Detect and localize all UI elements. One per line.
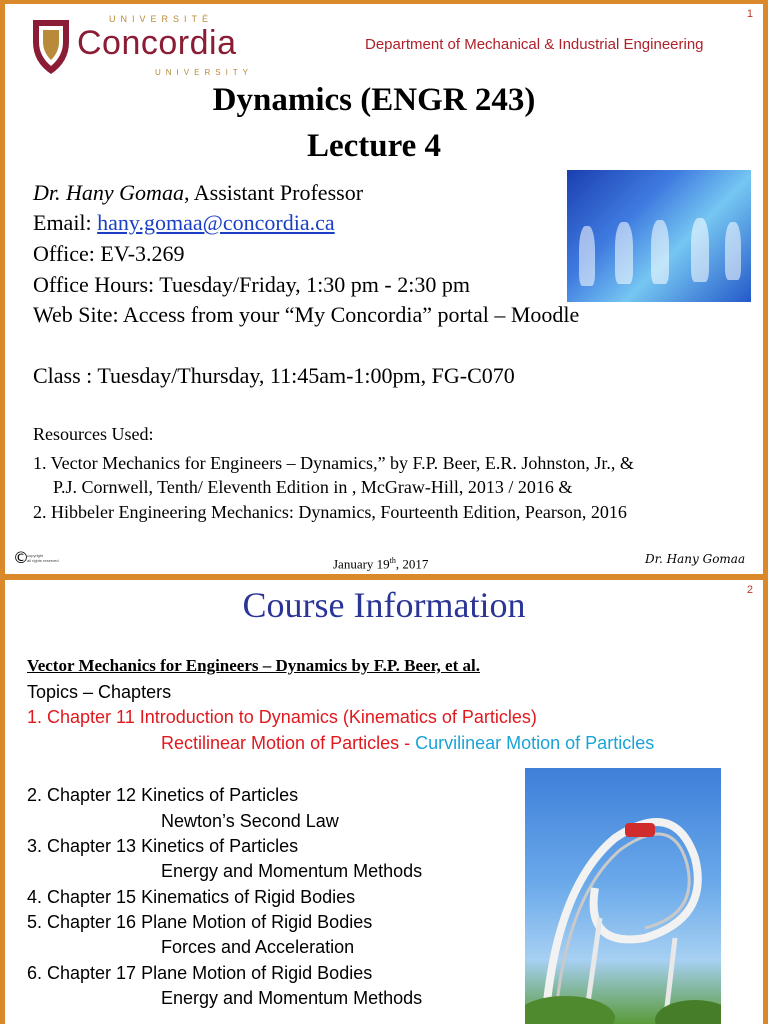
resource-item: P.J. Cornwell, Tenth/ Eleventh Edition in , McGraw-Hill, 2013 / 2016 & — [53, 477, 573, 497]
logo-wordmark: Concordia — [77, 24, 237, 62]
logo-top-text: UNIVERSITÉ — [109, 14, 214, 24]
resource-item: 1. Vector Mechanics for Engineers – Dynamics,” by F.P. Beer, E.R. Johnston, Jr., & — [33, 453, 634, 473]
logo-bottom-text: UNIVERSITY — [155, 68, 254, 77]
instructor-role: , Assistant Professor — [183, 180, 364, 205]
instructor-signature: Dr. Hany Gomaa — [645, 552, 746, 566]
copyright-icon: © — [13, 548, 29, 567]
department-name: Department of Mechanical & Industrial Engineering — [365, 36, 704, 53]
instructor-name: Dr. Hany Gomaa — [33, 180, 184, 205]
chapter-subtopics: Rectilinear Motion of Particles - Curvilinear Motion of Particles — [161, 733, 655, 753]
concordia-logo — [29, 10, 279, 80]
rollercoaster-photo — [525, 768, 721, 1024]
resource-item: 2. Hibbeler Engineering Mechanics: Dynamics, Fourteenth Edition, Pearson, 2016 — [33, 502, 627, 522]
chapter-item: 3. Chapter 13 Kinetics of Particles — [27, 836, 299, 856]
textbook-title: Vector Mechanics for Engineers – Dynamics by F.P. Beer, et al. — [27, 656, 480, 675]
copyright-note: copyright all rights reserved — [27, 553, 59, 563]
resources-heading: Resources Used: — [33, 424, 154, 444]
chapter-item: 5. Chapter 16 Plane Motion of Rigid Bodies — [27, 912, 373, 932]
chapter-subtopic: Energy and Momentum Methods — [161, 861, 423, 881]
topics-heading: Topics – Chapters — [27, 682, 172, 702]
slide-1 — [5, 4, 763, 574]
chapter-item: 2. Chapter 12 Kinetics of Particles — [27, 785, 299, 805]
chapter-item: 4. Chapter 15 Kinematics of Rigid Bodies — [27, 887, 356, 907]
slide-number: 1 — [746, 8, 753, 20]
slide-title: Course Information — [242, 585, 526, 625]
email-line — [33, 210, 335, 236]
sprinters-photo — [567, 170, 751, 302]
class-line: Class : Tuesday/Thursday, 11:45am-1:00pm, FG-C070 — [33, 363, 515, 388]
chapter-item: 6. Chapter 17 Plane Motion of Rigid Bodies — [27, 963, 373, 983]
chapter-item: 1. Chapter 11 Introduction to Dynamics (Kinematics of Particles) — [27, 707, 537, 727]
chapter-subtopic: Newton’s Second Law — [161, 811, 339, 831]
email-link[interactable]: hany.gomaa@concordia.ca — [97, 210, 335, 235]
rollercoaster-loop-icon — [525, 768, 721, 1024]
lecture-date: January 19th, 2017 — [333, 556, 429, 572]
office-hours-line: Office Hours: Tuesday/Friday, 1:30 pm - 2:30 pm — [33, 272, 470, 297]
chapter-subtopic: Forces and Acceleration — [161, 937, 355, 957]
lecture-title: Lecture 4 — [306, 128, 442, 164]
course-title: Dynamics (ENGR 243) — [212, 82, 536, 118]
office-line: Office: EV-3.269 — [33, 241, 185, 266]
slide-number: 2 — [746, 584, 753, 596]
concordia-crest-icon — [29, 16, 73, 78]
email-label: Email: — [33, 210, 98, 235]
instructor-line — [33, 180, 363, 206]
slide-2 — [5, 580, 763, 1024]
chapter-subtopic: Energy and Momentum Methods — [161, 988, 423, 1008]
website-line: Web Site: Access from your “My Concordia” portal – Moodle — [33, 302, 580, 327]
